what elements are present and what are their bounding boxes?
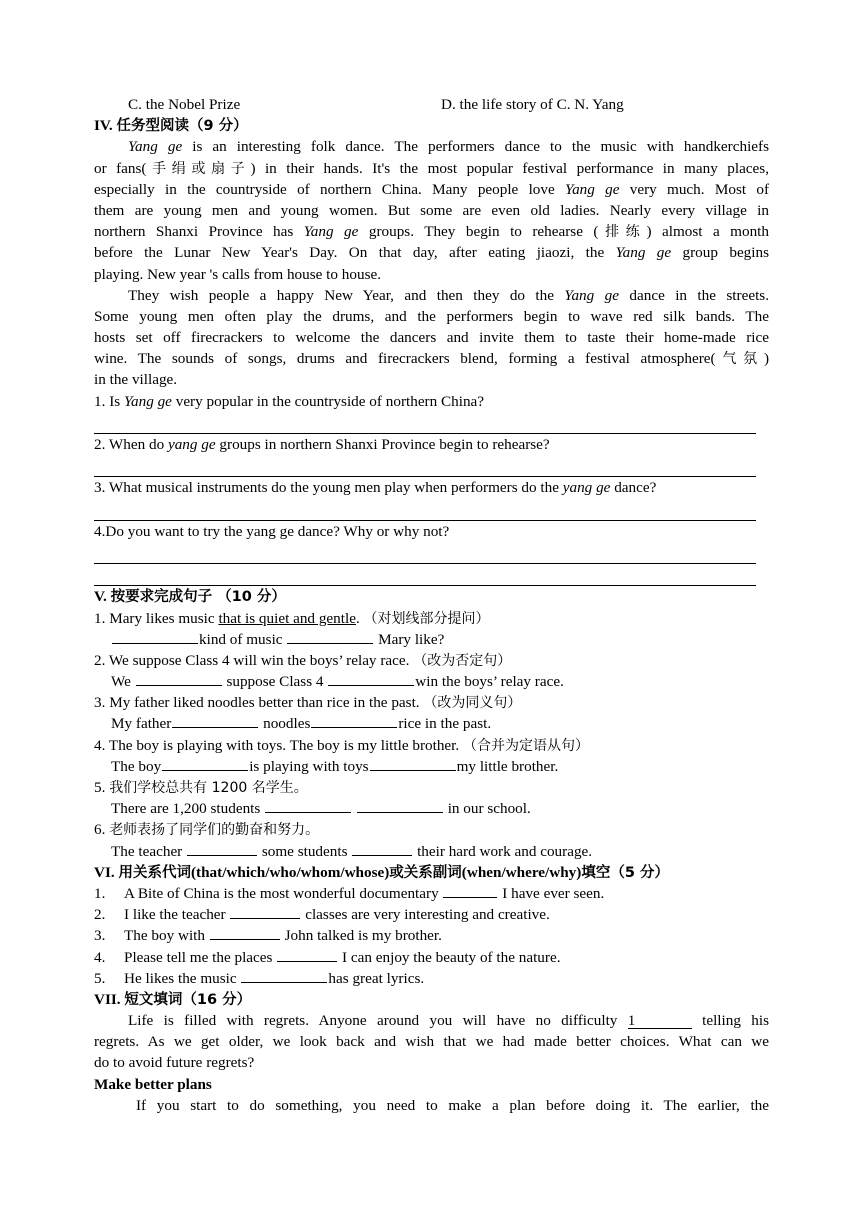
sec5-item-6: 6. 老师表扬了同学们的勤奋和努力。 xyxy=(94,821,320,839)
blank[interactable] xyxy=(230,904,300,919)
sec4-p1-line1: Yang ge is an interesting folk dance. The performers dance to the music with handkerchiefs xyxy=(128,138,769,156)
blank[interactable] xyxy=(443,883,497,898)
blank[interactable] xyxy=(328,671,414,686)
answer-line-4b[interactable] xyxy=(94,564,756,586)
sec7-subheading: Make better plans xyxy=(94,1075,212,1093)
sec4-p2-line5: in the village. xyxy=(94,371,178,389)
blank[interactable] xyxy=(210,925,280,940)
sec5-item-2-answer: We suppose Class 4 win the boys’ relay race. xyxy=(111,673,564,691)
sec4-question-1: 1. Is Yang ge very popular in the countryside of northern China? xyxy=(94,392,485,410)
sec5-item-3: 3. My father liked noodles better than rice in the past. （改为同义句） xyxy=(94,694,522,712)
blank[interactable] xyxy=(287,629,373,644)
worksheet-page xyxy=(94,94,769,1116)
answer-line-4a[interactable] xyxy=(94,542,756,564)
sec7-line2: regrets. As we get older, we look back and wish that we had made better choices. What can we xyxy=(94,1033,769,1051)
answer-line-2[interactable] xyxy=(94,455,756,477)
sec5-item-6-answer: The teacher some students their hard work and courage. xyxy=(111,842,593,860)
sec4-question-3: 3. What musical instruments do the young men play when performers do the yang ge dance? xyxy=(94,479,657,497)
sec4-question-2: 2. When do yang ge groups in northern Shanxi Province begin to rehearse? xyxy=(94,436,550,453)
sec4-p1-line2: or fans(手绢或扇子) in their hands. It's the most popular festival performance in many places, xyxy=(94,159,769,177)
sec5-item-5: 5. 我们学校总共有 1200 名学生。 xyxy=(94,779,308,796)
sec4-p1-line5: northern Shanxi Province has Yang ge groups. They begin to rehearse (排练) almost a month xyxy=(94,223,769,241)
blank[interactable] xyxy=(357,798,443,813)
sec5-item-2: 2. We suppose Class 4 will win the boys’ relay race. （改为否定句） xyxy=(94,651,512,669)
blank[interactable] xyxy=(352,841,412,856)
sec4-p1-line7: playing. New year 's calls from house to house. xyxy=(94,265,382,283)
blank[interactable] xyxy=(311,713,397,728)
section-5-heading: V. 按要求完成句子 （10 分） xyxy=(94,588,286,606)
sec6-item-1: 1. A Bite of China is the most wonderful documentary I have ever seen. xyxy=(94,884,605,902)
sec5-item-4: 4. The boy is playing with toys. The boy is my little brother. （合并为定语从句） xyxy=(94,736,589,754)
sec4-p1-line6: before the Lunar New Year's Day. On that day, after eating jiaozi, the Yang ge group begins xyxy=(94,244,769,262)
sec5-item-4-answer: The boy is playing with toys my little brother. xyxy=(111,757,559,775)
sec7-line3: do to avoid future regrets? xyxy=(94,1054,255,1072)
blank[interactable] xyxy=(162,756,248,771)
blank[interactable] xyxy=(187,841,257,856)
blank[interactable] xyxy=(136,671,222,686)
sec5-item-1-answer: kind of music Mary like? xyxy=(94,629,769,650)
sec4-p1-line3: especially in the countryside of northern China. Many people love Yang ge very much. Most of xyxy=(94,180,770,198)
sec6-item-3: 3. The boy with John talked is my brother. xyxy=(94,927,442,945)
section-6-heading: VI. 用关系代词(that/which/who/whom/whose)或关系副词(when/where/why)填空（5 分） xyxy=(94,863,669,881)
blank[interactable] xyxy=(277,947,337,962)
answer-line-1[interactable] xyxy=(94,412,756,434)
answer-line-3[interactable] xyxy=(94,499,756,521)
sec7-line4: If you start to do something, you need to make a plan before doing it. The earlier, the xyxy=(136,1096,769,1114)
numbered-blank[interactable]: 1 xyxy=(628,1014,692,1029)
underlined-phrase: that is quiet and gentle xyxy=(218,609,356,627)
sec5-item-5-answer: There are 1,200 students in our school. xyxy=(111,800,531,818)
blank[interactable] xyxy=(172,713,258,728)
sec7-line1: Life is filled with regrets. Anyone around you will have no difficulty 1 telling his xyxy=(128,1012,770,1030)
prev-options-row xyxy=(94,94,769,115)
blank[interactable] xyxy=(370,756,456,771)
sec4-p2-line4: wine. The sounds of songs, drums and firecrackers blend, forming a festival atmosphere(气氛) xyxy=(94,350,769,368)
sec4-p2-line3: hosts set off firecrackers to welcome the dancers and invite them to taste their home-made rice xyxy=(94,329,769,347)
sec4-p1-line4: them are young men and young women. But some are even old ladies. Nearly every village in xyxy=(94,201,769,219)
section-4-heading: IV. 任务型阅读（9 分） xyxy=(94,117,248,135)
sec4-p2-line1: They wish people a happy New Year, and then they do the Yang ge dance in the streets. xyxy=(128,286,769,304)
sec6-item-5: 5. He likes the music has great lyrics. xyxy=(94,969,425,987)
section-7-heading: VII. 短文填词（16 分） xyxy=(94,990,252,1008)
sec5-item-1: 1. Mary likes music that is quiet and gentle. （对划线部分提问） xyxy=(94,609,490,627)
sec4-p2-line2: Some young men often play the drums, and the performers begin to wave red silk bands. The xyxy=(94,307,769,325)
sec5-item-3-answer: My father noodles rice in the past. xyxy=(111,715,492,733)
blank[interactable] xyxy=(265,798,351,813)
option-d: D. the life story of C. N. Yang xyxy=(441,96,624,113)
sec4-question-4: 4.Do you want to try the yang ge dance? Why or why not? xyxy=(94,522,450,540)
sec6-item-2: 2. I like the teacher classes are very interesting and creative. xyxy=(94,906,550,924)
blank[interactable] xyxy=(112,629,198,644)
option-c: C. the Nobel Prize xyxy=(128,96,241,113)
blank[interactable] xyxy=(241,968,327,983)
sec6-item-4: 4. Please tell me the places I can enjoy the beauty of the nature. xyxy=(94,948,561,966)
